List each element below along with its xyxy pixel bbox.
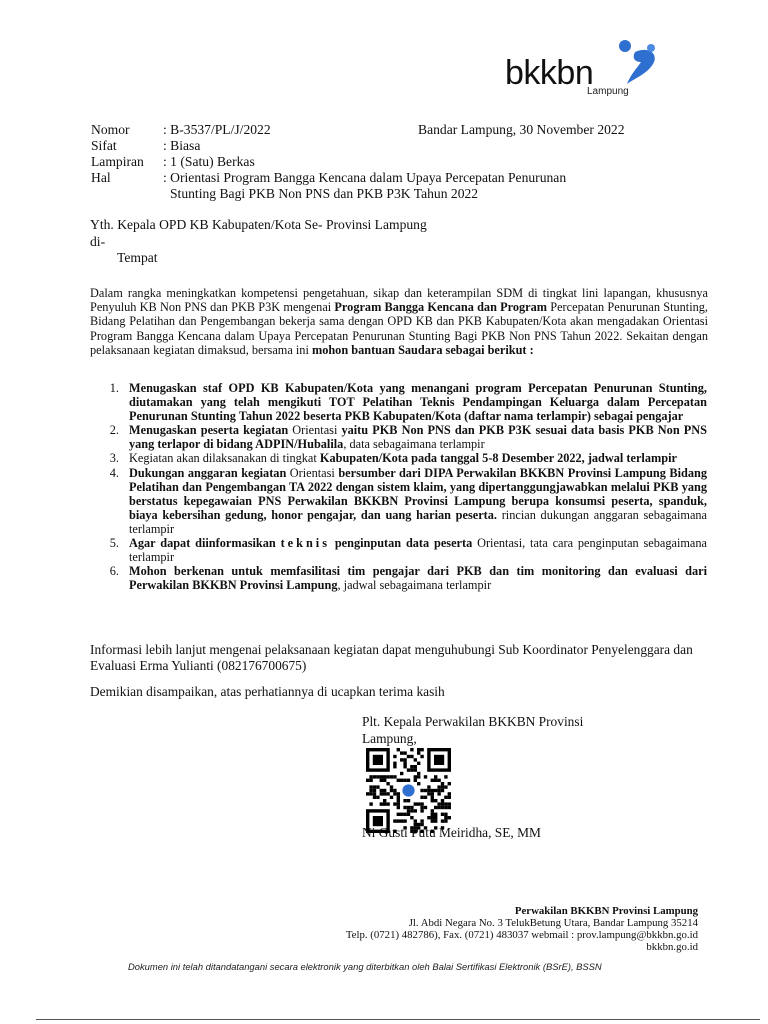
list-number: 5. [109,536,119,551]
request-list [95,381,707,592]
list-item [95,423,707,451]
list-text: Orientasi [477,536,523,551]
header-nomor [91,121,271,138]
logo-wordmark: bkkbn [505,54,594,92]
list-bold-spaced-text: teknis [280,536,331,551]
footer-web: bkkbn.go.id [646,941,698,953]
header-label: Hal [91,170,111,185]
header-value: : B-3537/PL/J/2022 [163,122,271,137]
header-sifat [91,137,200,154]
list-item [95,381,707,423]
list-bold-text: Mohon berkenan untuk memfasilitasi tim pengajar dari PKB dan tim monitoring dan evaluasi dari Perwakilan BKKBN Provinsi Lampung [129,564,707,593]
list-text: , tata cara penginputan sebagaimana terlampir [129,536,707,565]
list-text: Orientasi [292,423,338,438]
header-hal-line2: Stunting Bagi PKB Non PNS dan PKB P3K Tahun 2022 [170,186,479,201]
header-label: Sifat [91,138,117,153]
list-bold-text: penginputan data peserta [330,536,478,551]
list-text: Kegiatan akan dilaksanakan di tingkat [129,451,320,466]
header-label: Nomor [91,122,130,137]
list-bold-text: Dukungan anggaran kegiatan [129,465,290,480]
list-number: 4. [109,465,119,480]
list-text: , jadwal sebagaimana terlampir [337,578,492,593]
intro-paragraph [90,286,708,357]
footer-contact: Telp. (0721) 482786), Fax. (0721) 483037 webmail : prov.lampung@bkkbn.go.id [345,929,698,941]
list-bold-text: bersumber dari DIPA Perwakilan BKKBN Provinsi Lampung Bidang Pelatihan dan Pengembangan TA 2022 dengan sistem klaim, yang dipertanggungjawabkan melalui PKB yang berstatus kepegawaian PNS Perwakilan BKKBN Provinsi Lampung berupa konsumsi peserta, spanduk, biaya kebersihan gedung, honor pengajar, dan uang harian peserta. [129,465,707,522]
recipient-line2: di- [90,234,106,249]
list-text: rincian dukungan anggaran sebagaimana terlampir [129,507,708,536]
list-number: 3. [109,451,119,466]
info-paragraph: Informasi lebih lanjut mengenai pelaksanaan kegiatan dapat menguhubungi Sub Koordinator Penyelenggara dan Evaluasi Erma Yulianti (082176700675) [90,642,693,673]
list-bold-text: Menugaskan staf OPD KB Kabupaten/Kota yang menangani program Percepatan Penurunan Stunting, diutamakan yang telah mengikuti TOT Pelatihan Teknis Pendampingan Keluarga dalam Percepatan Penurunan Stunting Tahun 2022 beserta PKB Kabupaten/Kota (daftar nama terlampir) sebagai pengajar [129,381,707,424]
header-value: : Biasa [163,138,201,153]
qr-code-icon [366,748,451,833]
list-bold-text: Kabupaten/Kota pada tanggal 5-8 Desember 2022, jadwal terlampir [319,451,677,466]
list-item [95,451,707,465]
list-bold-text: Menugaskan peserta kegiatan [129,423,293,438]
bkkbn-logo [505,38,675,100]
intro-text-4: Program Bangga Kencana dalam Upaya Percepatan Penurunan Stunting Bagi PKB Non PNS Tahun 2022. Sekaitan dengan pelaksanaan kegiatan dimaksud, bersama ini [90,328,708,357]
intro-bold-2: mohon bantuan Saudara sebagai berikut : [311,342,534,357]
list-number: 6. [109,564,119,579]
list-text: , data sebagaimana terlampir [343,437,485,452]
intro-bold-1: Program Bangga Kencana dan Program [334,300,548,315]
esign-disclaimer: Dokumen ini telah ditandatangani secara elektronik yang diterbitkan oleh Balai Sertifikasi Elektronik (BSrE), BSSN [128,961,602,972]
header-value: : Orientasi Program Bangga Kencana dalam Upaya Percepatan Penurunan [163,170,567,185]
list-bold-text: Agar dapat diinformasikan [129,536,281,551]
intro-text-2: Percepatan Penurunan Stunting, Bidang Pelatihan dan Pengembangan bekerja sama dengan OPD KB dan PKB Kabupaten/Kota akan mengadakan [90,300,708,329]
footer-address: Jl. Abdi Negara No. 3 TelukBetung Utara, Bandar Lampung 35214 [408,917,698,929]
bottom-divider [36,1019,760,1020]
list-number: 2. [109,423,119,438]
signature-title2: Lampung, [362,731,417,746]
header-label: Lampiran [91,154,144,169]
header-value: : 1 (Satu) Berkas [163,154,255,169]
header-lampiran [91,153,255,170]
list-number: 1. [109,381,119,395]
place-date: Bandar Lampung, 30 November 2022 [418,122,625,137]
list-bold-text: yaitu PKB Non PNS dan PKB P3K sesuai data basis PKB Non PNS yang terlapor di bidang ADPIN/Hubalila [129,423,707,452]
list-item [95,466,707,536]
recipient-line1: Yth. Kepala OPD KB Kabupaten/Kota Se- Provinsi Lampung [90,217,427,232]
list-item [95,564,707,592]
intro-text-3: Orientasi [662,314,708,329]
logo-swoosh-icon [615,38,661,84]
footer-block [346,905,698,953]
footer-org: Perwakilan BKKBN Provinsi Lampung [514,905,698,917]
signatory-name: Ni Gusti Putu Meiridha, SE, MM [362,825,541,840]
signature-title1: Plt. Kepala Perwakilan BKKBN Provinsi [362,714,584,729]
intro-text-1: Dalam rangka meningkatkan kompetensi pengetahuan, sikap dan keterampilan SDM di tingkat lini lapangan, khususnya Penyuluh KB Non PNS dan PKB P3K mengenai [90,286,708,315]
list-item [95,536,707,564]
logo-region: Lampung [587,86,629,97]
list-text: Orientasi [289,465,335,480]
closing-line: Demikian disampaikan, atas perhatiannya di ucapkan terima kasih [90,684,445,699]
header-hal [91,169,566,186]
recipient-line3: Tempat [117,250,158,265]
